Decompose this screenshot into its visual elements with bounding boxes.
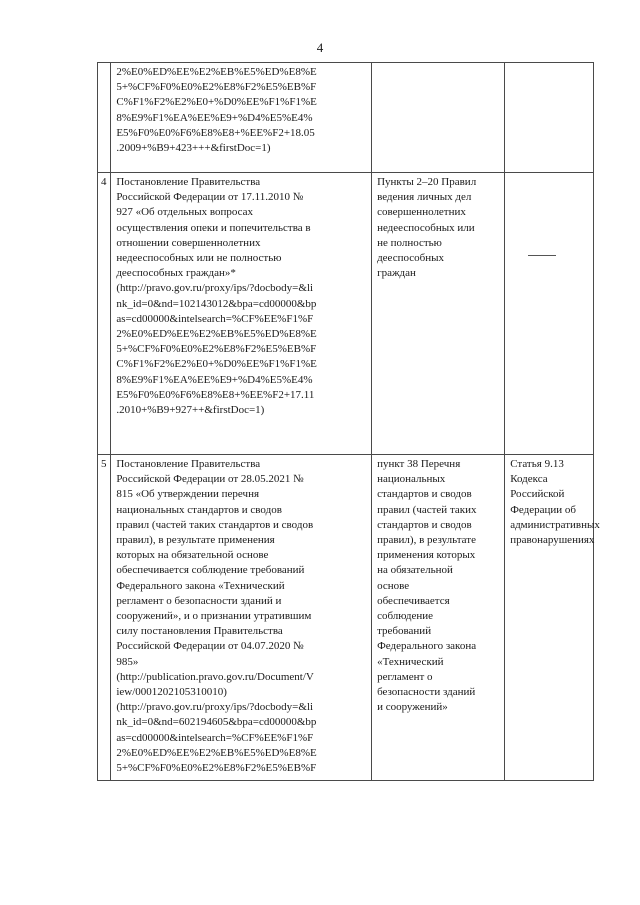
- provision-cell-line: правил (частей таких: [377, 503, 477, 516]
- provision-cell-line: совершеннолетних: [377, 206, 466, 219]
- provision-cell-line: не полностью: [377, 236, 442, 249]
- document-cell: [111, 173, 372, 455]
- document-cell-line: 5+%CF%F0%E0%E2%E8%F2%E5%EB%F: [116, 81, 317, 94]
- page-number: 4: [316, 40, 324, 55]
- document-cell-line: дееспособных граждан»*: [116, 267, 236, 280]
- provision-cell-line: Федерального закона: [377, 640, 477, 653]
- provision-cell-line: применения которых: [377, 549, 476, 562]
- provision-cell-line: пункт 38 Перечня: [377, 458, 461, 470]
- document-cell-line: (http://pravo.gov.ru/proxy/ips/?docbody=&li: [116, 282, 314, 295]
- document-cell-line: nk_id=0&nd=602194605&bpa=cd00000&bp: [116, 716, 317, 729]
- document-cell: [111, 63, 372, 173]
- provision-cell-line: национальных: [377, 473, 446, 486]
- document-cell-line: 2%E0%ED%EE%E2%EB%E5%ED%E8%E: [116, 746, 317, 759]
- document-cell-line: обеспечивается соблюдение требований: [116, 564, 305, 577]
- liability-cell: [505, 455, 600, 781]
- liability-cell: [505, 173, 594, 455]
- document-cell-line: сооружений», и о признании утратившим: [116, 610, 312, 623]
- provision-cell-line: правил), в результате: [377, 534, 476, 547]
- document-cell-line: .2010+%B9+927++&firstDoc=1): [116, 404, 265, 417]
- document-cell-line: 2%E0%ED%EE%E2%EB%E5%ED%E8%E: [116, 328, 317, 341]
- requirements-table: [97, 62, 600, 781]
- document-cell-line: nk_id=0&nd=102143012&bpa=cd00000&bp: [116, 297, 317, 310]
- document-cell-line: Российской Федерации от 17.11.2010 №: [116, 191, 304, 204]
- provision-cell-line: ведения личных дел: [377, 191, 472, 204]
- document-cell-line: (http://pravo.gov.ru/proxy/ips/?docbody=&li: [116, 701, 314, 714]
- provision-cell-line: требований: [377, 625, 432, 638]
- liability-cell: [505, 63, 594, 173]
- document-cell-line: Российской Федерации от 04.07.2020 №: [116, 640, 304, 653]
- document-cell-line: Федерального закона «Технический: [116, 579, 285, 592]
- document-cell-line: недееспособных или не полностью: [116, 252, 282, 265]
- document-cell-line: 815 «Об утверждении перечня: [116, 488, 260, 501]
- document-cell-line: 8%E9%F1%EA%EE%E9+%D4%E5%E4%: [116, 111, 313, 124]
- row-number: 4: [98, 173, 111, 455]
- provision-cell-line: граждан: [377, 267, 416, 280]
- document-cell-line: Постановление Правительства: [116, 176, 261, 188]
- document-cell-line: 927 «Об отдельных вопросах: [116, 206, 254, 219]
- provision-cell-line: регламент о: [377, 670, 433, 683]
- document-cell-line: национальных стандартов и сводов: [116, 503, 282, 516]
- document-cell-line: 985»: [116, 655, 139, 668]
- provision-cell-line: обеспечивается: [377, 594, 450, 607]
- liability-cell-line: Статья 9.13: [510, 458, 564, 470]
- document-cell-line: (http://publication.pravo.gov.ru/Document/V: [116, 670, 314, 683]
- row-number: [98, 63, 111, 173]
- table-body: [98, 63, 600, 781]
- liability-cell-line: Российской: [510, 488, 565, 501]
- provision-cell-line: на обязательной: [377, 564, 453, 577]
- dash-mark: [528, 255, 556, 256]
- document-cell-line: отношении совершеннолетних: [116, 236, 261, 249]
- provision-cell: [372, 173, 505, 455]
- provision-cell-line: стандартов и сводов: [377, 518, 472, 531]
- provision-cell-line: недееспособных или: [377, 221, 475, 234]
- provision-cell-line: «Технический: [377, 655, 444, 668]
- row-number: 5: [98, 455, 111, 781]
- provision-cell-line: Пункты 2–20 Правил: [377, 176, 477, 188]
- document-cell-line: as=cd00000&intelsearch=%CF%EE%F1%F: [116, 731, 314, 744]
- liability-cell-line: административных: [510, 518, 600, 531]
- document-cell-line: регламент о безопасности зданий и: [116, 594, 282, 607]
- document-cell: [111, 455, 372, 781]
- table-row: [98, 173, 594, 455]
- provision-cell-line: основе: [377, 579, 410, 592]
- provision-cell-line: дееспособных: [377, 252, 444, 265]
- document-cell-line: C%F1%F2%E2%E0+%D0%EE%F1%F1%E: [116, 96, 317, 109]
- document-cell-line: 2%E0%ED%EE%E2%EB%E5%ED%E8%E: [116, 66, 317, 78]
- provision-cell-line: соблюдение: [377, 610, 434, 623]
- document-cell-line: E5%F0%E0%F6%E8%E8+%EE%F2+18.05: [116, 126, 315, 139]
- provision-cell-line: безопасности зданий: [377, 686, 476, 699]
- document-cell-line: силу постановления Правительства: [116, 625, 283, 638]
- provision-cell-line: и сооружений»: [377, 701, 448, 714]
- document-cell-line: которых на обязательной основе: [116, 549, 269, 562]
- document-cell-line: правил (частей таких стандартов и сводов: [116, 518, 314, 531]
- liability-cell-line: Кодекса: [510, 473, 548, 486]
- document-cell-line: Российской Федерации от 28.05.2021 №: [116, 473, 304, 486]
- provision-cell: [372, 455, 505, 781]
- document-cell-line: 8%E9%F1%EA%EE%E9+%D4%E5%E4%: [116, 373, 313, 386]
- document-cell-line: 5+%CF%F0%E0%E2%E8%F2%E5%EB%F: [116, 343, 317, 356]
- document-cell-line: 5+%CF%F0%E0%E2%E8%F2%E5%EB%F: [116, 762, 317, 775]
- table-row: [98, 455, 594, 781]
- document-cell-line: .2009+%B9+423+++&firstDoc=1): [116, 142, 271, 155]
- document-cell-line: as=cd00000&intelsearch=%CF%EE%F1%F: [116, 312, 314, 325]
- table-row: [98, 63, 594, 173]
- provision-cell: [372, 63, 505, 173]
- document-cell-line: Постановление Правительства: [116, 458, 261, 470]
- provision-cell-line: стандартов и сводов: [377, 488, 472, 501]
- liability-cell-line: правонарушениях: [510, 534, 595, 547]
- document-cell-line: iew/0001202105310010): [116, 686, 227, 699]
- document-cell-line: осуществления опеки и попечительства в: [116, 221, 311, 234]
- document-cell-line: C%F1%F2%E2%E0+%D0%EE%F1%F1%E: [116, 358, 317, 371]
- liability-cell-line: Федерации об: [510, 503, 576, 516]
- document-cell-line: правил), в результате применения: [116, 534, 275, 547]
- document-cell-line: E5%F0%E0%F6%E8%E8+%EE%F2+17.11: [116, 388, 315, 401]
